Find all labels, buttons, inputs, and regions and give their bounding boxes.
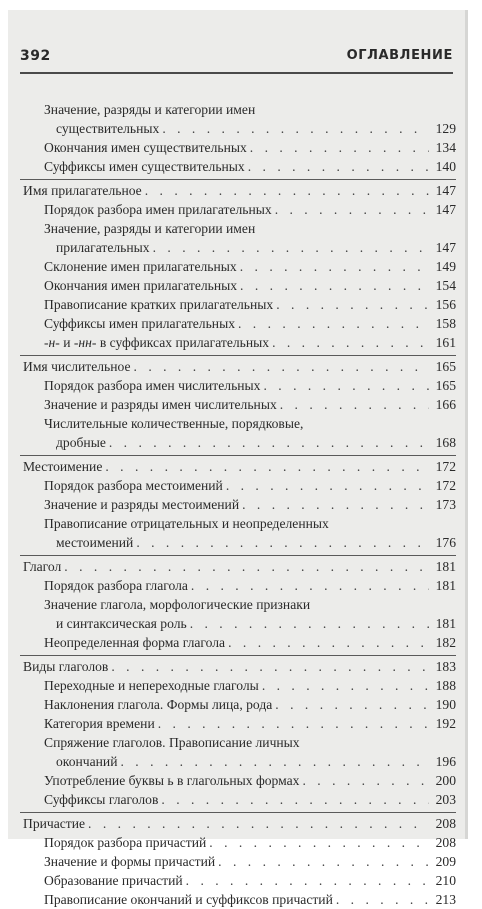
table-of-contents — [20, 100, 456, 909]
toc-page-number: 140 — [435, 159, 456, 174]
toc-entry-title: Порядок разбора причастий — [44, 835, 207, 850]
dot-leader — [88, 814, 429, 833]
dot-leader — [275, 200, 429, 219]
toc-page-number: 208 — [435, 835, 456, 850]
toc-page-number: 183 — [435, 659, 456, 674]
dot-leader — [161, 790, 429, 809]
toc-entry-title-line1: Спряжение глаголов. Правописание личных — [44, 735, 300, 750]
toc-page-number: 200 — [435, 773, 456, 788]
toc-entry-title: и синтаксическая роль — [56, 616, 187, 631]
toc-page-number: 147 — [435, 202, 456, 217]
dot-leader — [190, 614, 429, 633]
toc-chapter — [20, 812, 456, 833]
toc-page-number: 161 — [435, 335, 456, 350]
toc-entry-title: прилагательных — [56, 240, 150, 255]
toc-entry-title-line1: Числительные количественные, порядковые, — [44, 416, 304, 431]
toc-entry — [20, 333, 456, 352]
dot-leader — [240, 257, 429, 276]
toc-entry — [20, 733, 456, 771]
suffix-term: -нн- — [73, 335, 97, 350]
toc-entry — [20, 890, 456, 909]
dot-leader — [302, 771, 429, 790]
dot-leader — [109, 433, 429, 452]
toc-entry-title-line1: Значение глагола, морфологические признаки — [44, 597, 311, 612]
dot-leader — [272, 333, 429, 352]
toc-page-number: 168 — [435, 435, 456, 450]
toc-entry — [20, 771, 456, 790]
page-number: 392 — [20, 48, 51, 64]
toc-chapter — [20, 355, 456, 376]
section-title: ОГЛАВЛЕНИЕ — [346, 48, 453, 63]
toc-entry-title: Правописание кратких прилагательных — [44, 297, 274, 312]
toc-entry — [20, 414, 456, 452]
toc-page-number: 129 — [435, 121, 456, 136]
toc-entry — [20, 695, 456, 714]
toc-entry — [20, 100, 456, 138]
toc-page-number: 209 — [435, 854, 456, 869]
toc-chapter — [20, 655, 456, 676]
toc-entry-title: Значение и формы причастий — [44, 854, 216, 869]
dot-leader — [336, 890, 429, 909]
conjunction: и — [59, 335, 74, 350]
toc-entry — [20, 395, 456, 414]
toc-entry-title: Порядок разбора глагола — [44, 578, 188, 593]
toc-page-number: 149 — [435, 259, 456, 274]
dot-leader — [248, 157, 429, 176]
dot-leader — [228, 633, 429, 652]
book-page — [8, 10, 468, 907]
toc-entry-title: Склонение имен прилагательных — [44, 259, 237, 274]
toc-entry-title: Суффиксы имен прилагательных — [44, 316, 235, 331]
toc-entry — [20, 157, 456, 176]
dot-leader — [280, 395, 429, 414]
toc-page-number: 181 — [435, 616, 456, 631]
toc-entry-title-line1: Правописание отрицательных и неопределенных — [44, 516, 329, 531]
toc-entry — [20, 595, 456, 633]
dot-leader — [250, 138, 429, 157]
dot-leader — [64, 557, 429, 576]
toc-entry-title: окончаний — [56, 754, 118, 769]
toc-page-number: 190 — [435, 697, 456, 712]
toc-page-number: 147 — [435, 183, 456, 198]
toc-entry-title: Суффиксы глаголов — [44, 792, 159, 807]
toc-entry — [20, 495, 456, 514]
toc-entry — [20, 476, 456, 495]
toc-entry-title: Суффиксы имен существительных — [44, 159, 245, 174]
toc-page-number: 173 — [435, 497, 456, 512]
dot-leader — [226, 476, 429, 495]
dot-leader — [209, 833, 429, 852]
toc-entry — [20, 314, 456, 333]
dot-leader — [145, 181, 429, 200]
toc-entry-title: Окончания имен существительных — [44, 140, 247, 155]
toc-entry — [20, 852, 456, 871]
dot-leader — [153, 238, 429, 257]
toc-entry-title — [44, 333, 269, 352]
toc-entry-title-line1: Значение, разряды и категории имен — [44, 221, 256, 236]
toc-entry — [20, 219, 456, 257]
dot-leader — [158, 714, 429, 733]
toc-page-number: 196 — [435, 754, 456, 769]
toc-entry — [20, 633, 456, 652]
toc-chapter — [20, 555, 456, 576]
dot-leader — [136, 533, 429, 552]
toc-entry-title: Значение и разряды местоимений — [44, 497, 240, 512]
dot-leader — [134, 357, 429, 376]
toc-chapter — [20, 455, 456, 476]
toc-entry — [20, 295, 456, 314]
dot-leader — [162, 119, 429, 138]
toc-entry-title: Переходные и непереходные глаголы — [44, 678, 259, 693]
toc-page-number: 213 — [435, 892, 456, 907]
toc-page-number: 165 — [435, 378, 456, 393]
toc-page-number: 203 — [435, 792, 456, 807]
toc-page-number: 192 — [435, 716, 456, 731]
toc-entry-title: Правописание окончаний и суффиксов причастий — [44, 892, 333, 907]
toc-page-number: 165 — [435, 359, 456, 374]
toc-entry — [20, 871, 456, 890]
toc-entry — [20, 257, 456, 276]
toc-entry-title: Окончания имен прилагательных — [44, 278, 238, 293]
toc-entry-title: Наклонения глагола. Формы лица, рода — [44, 697, 273, 712]
dot-leader — [186, 871, 429, 890]
toc-entry-title: Категория времени — [44, 716, 155, 731]
toc-entry-title: Виды глаголов — [23, 659, 109, 674]
toc-entry — [20, 276, 456, 295]
dot-leader — [111, 657, 429, 676]
toc-entry-title: дробные — [56, 435, 106, 450]
toc-entry-title: Образование причастий — [44, 873, 183, 888]
toc-page-number: 172 — [435, 459, 456, 474]
toc-entry-title: Имя числительное — [23, 359, 131, 374]
toc-page-number: 166 — [435, 397, 456, 412]
toc-entry — [20, 200, 456, 219]
toc-entry — [20, 576, 456, 595]
dot-leader — [238, 314, 429, 333]
dot-leader — [242, 495, 429, 514]
toc-entry — [20, 714, 456, 733]
dot-leader — [275, 695, 429, 714]
toc-entry-title: Глагол — [23, 559, 62, 574]
toc-entry-title-line1: Значение, разряды и категории имен — [44, 102, 256, 117]
toc-page-number: 210 — [435, 873, 456, 888]
dot-leader — [276, 295, 429, 314]
toc-entry-title: Порядок разбора имен прилагательных — [44, 202, 272, 217]
toc-page-number: 154 — [435, 278, 456, 293]
dot-leader — [218, 852, 429, 871]
toc-entry-title: Причастие — [23, 816, 86, 831]
toc-page-number: 208 — [435, 816, 456, 831]
toc-page-number: 188 — [435, 678, 456, 693]
toc-page-number: 158 — [435, 316, 456, 331]
toc-entry-title: Порядок разбора имен числительных — [44, 378, 261, 393]
toc-entry-title: Порядок разбора местоимений — [44, 478, 223, 493]
toc-entry-title: существительных — [56, 121, 160, 136]
toc-entry — [20, 376, 456, 395]
toc-page-number: 147 — [435, 240, 456, 255]
dot-leader — [240, 276, 429, 295]
toc-entry — [20, 833, 456, 852]
header-rule — [20, 72, 453, 74]
toc-page-number: 156 — [435, 297, 456, 312]
toc-entry — [20, 138, 456, 157]
dot-leader — [191, 576, 429, 595]
toc-page-number: 182 — [435, 635, 456, 650]
toc-entry-title: Неопределенная форма глагола — [44, 635, 226, 650]
toc-page-number: 176 — [435, 535, 456, 550]
dot-leader — [120, 752, 429, 771]
toc-page-number: 181 — [435, 578, 456, 593]
toc-page-number: 181 — [435, 559, 456, 574]
suffix-term: -н- — [44, 335, 60, 350]
toc-entry — [20, 790, 456, 809]
toc-entry-title: Местоимение — [23, 459, 103, 474]
toc-entry-title: Значение и разряды имен числительных — [44, 397, 277, 412]
dot-leader — [263, 376, 429, 395]
toc-page-number: 172 — [435, 478, 456, 493]
toc-entry — [20, 514, 456, 552]
toc-entry-title: Употребление буквы ь в глагольных формах — [44, 773, 300, 788]
toc-entry-title: местоимений — [56, 535, 134, 550]
toc-chapter — [20, 179, 456, 200]
toc-entry — [20, 676, 456, 695]
dot-leader — [262, 676, 429, 695]
toc-page-number: 134 — [435, 140, 456, 155]
toc-entry-title-rest: в суффиксах прилагательных — [96, 335, 270, 350]
toc-entry-title: Имя прилагательное — [23, 183, 142, 198]
dot-leader — [105, 457, 429, 476]
